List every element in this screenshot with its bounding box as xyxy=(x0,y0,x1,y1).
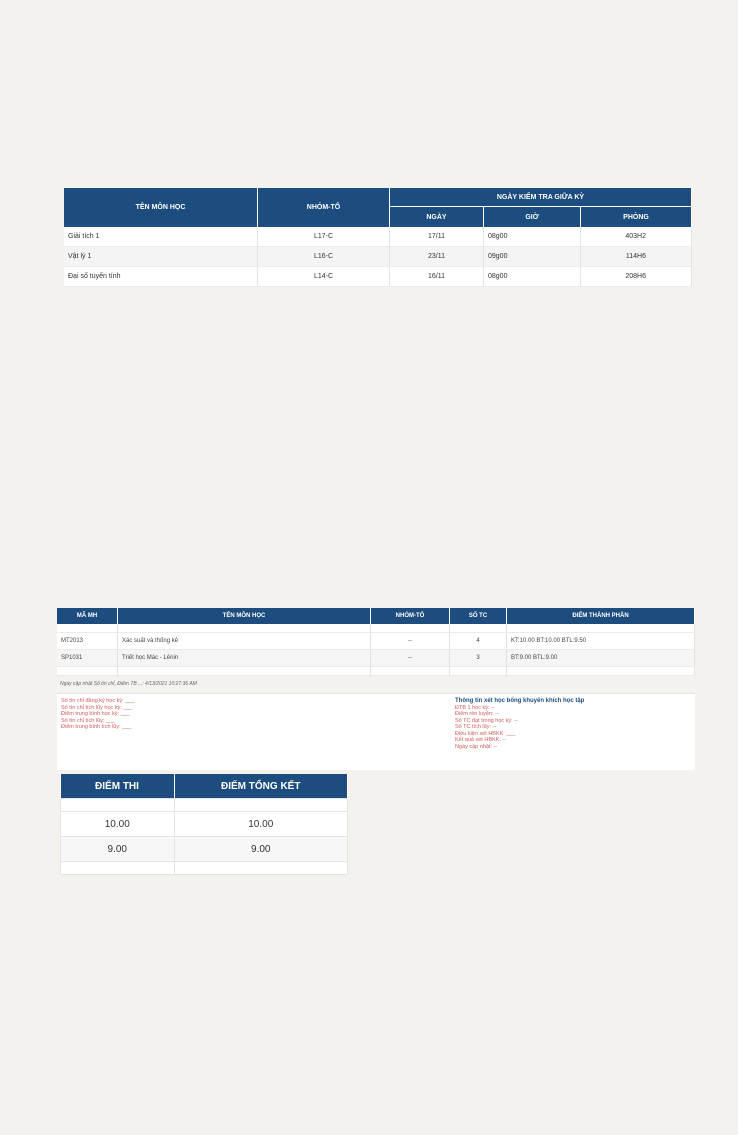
summary-line: Số tín chỉ tích lũy học kỳ: ___ xyxy=(61,704,133,711)
cell-exam-score: 9.00 xyxy=(61,837,175,862)
scholarship-line: ĐTB 1 học kỳ: -- xyxy=(455,704,495,711)
summary-line: Điểm trung bình tích lũy: ___ xyxy=(61,724,132,730)
scholarship-line: Số TC đạt trong học kỳ: -- xyxy=(455,717,518,724)
semester-summary xyxy=(61,698,134,731)
cell-group: L14-C xyxy=(258,267,390,287)
scholarship-line: Kết quả xét HBKK: -- xyxy=(455,737,507,743)
cell-final-score: 9.00 xyxy=(174,837,348,862)
cell-code: MT2013 xyxy=(57,633,118,650)
header-subject: TÊN MÔN HỌC xyxy=(64,188,258,227)
header-final-score: ĐIỂM TỔNG KẾT xyxy=(174,774,348,799)
header-group: NHÓM-TỔ xyxy=(371,608,450,624)
cell-subject: Xác suất và thống kê xyxy=(118,633,371,650)
cell-group: L17-C xyxy=(258,227,390,247)
scores-table xyxy=(60,774,348,875)
header-room: PHÒNG xyxy=(581,207,692,228)
cell-final-score: 10.00 xyxy=(174,812,348,837)
cell-time: 08g00 xyxy=(484,227,581,247)
header-components: ĐIỂM THÀNH PHẦN xyxy=(507,608,695,624)
scholarship-line: Điểm rèn luyện: -- xyxy=(455,711,499,717)
table-row xyxy=(57,650,695,667)
cell-day: 16/11 xyxy=(390,267,484,287)
cell-day: 23/11 xyxy=(390,247,484,267)
cell-group: -- xyxy=(371,633,450,650)
summary-line: Điểm trung bình học kỳ: ___ xyxy=(61,711,130,717)
grades-table xyxy=(57,608,695,676)
divider xyxy=(57,693,695,694)
table-row xyxy=(64,247,692,267)
summary-line: Số tín chỉ đăng ký học kỳ: ___ xyxy=(61,698,135,704)
scholarship-line: Số TC tích lũy: -- xyxy=(455,724,497,730)
cell-room: 208H6 xyxy=(581,267,692,287)
cell-credits: 3 xyxy=(450,650,507,667)
header-group: NHÓM-TỔ xyxy=(258,188,390,227)
scholarship-title: Thông tin xét học bổng khuyến khích học tập xyxy=(455,698,585,704)
midterm-schedule-table xyxy=(64,188,692,287)
cell-time: 09g00 xyxy=(484,247,581,267)
scholarship-line: Ngày cập nhật: -- xyxy=(455,743,498,750)
table-row xyxy=(57,633,695,650)
cell-room: 114H6 xyxy=(581,247,692,267)
header-subject: TÊN MÔN HỌC xyxy=(118,608,371,624)
cell-credits: 4 xyxy=(450,633,507,650)
summary-line: Số tín chỉ tích lũy: ___ xyxy=(61,717,116,724)
cell-subject: Đại số tuyến tính xyxy=(64,267,258,287)
table-row xyxy=(64,227,692,247)
cell-group: -- xyxy=(371,650,450,667)
cell-day: 17/11 xyxy=(390,227,484,247)
table-row xyxy=(64,267,692,287)
grades-panel xyxy=(57,694,695,770)
header-credits: SỐ TC xyxy=(450,608,507,624)
updated-note: Ngày cập nhật Số tín chỉ, Điểm TB ...: 4/13/2021 10:27:36 AM xyxy=(60,681,197,687)
header-exam-score: ĐIỂM THI xyxy=(61,774,175,799)
cell-components: BT:9.00 BTL:9.00 xyxy=(507,650,695,667)
header-time: GIỜ xyxy=(484,207,581,228)
cell-subject: Giải tích 1 xyxy=(64,227,258,247)
header-day: NGÀY xyxy=(390,207,484,228)
cell-time: 08g00 xyxy=(484,267,581,287)
scholarship-line: Điều kiện xét HBKK: ___ xyxy=(455,730,516,737)
scholarship-info xyxy=(455,698,584,750)
cell-subject: Vật lý 1 xyxy=(64,247,258,267)
cell-exam-score: 10.00 xyxy=(61,812,175,837)
header-exam-date: NGÀY KIỂM TRA GIỮA KỲ xyxy=(390,188,692,207)
cell-subject: Triết học Mác - Lênin xyxy=(118,650,371,667)
table-row xyxy=(61,812,348,837)
cell-group: L16-C xyxy=(258,247,390,267)
header-code: MÃ MH xyxy=(57,608,118,624)
cell-components: KT:10.00 BT:10.00 BTL:9.50 xyxy=(507,633,695,650)
cell-code: SP1031 xyxy=(57,650,118,667)
cell-room: 403H2 xyxy=(581,227,692,247)
table-row xyxy=(61,837,348,862)
